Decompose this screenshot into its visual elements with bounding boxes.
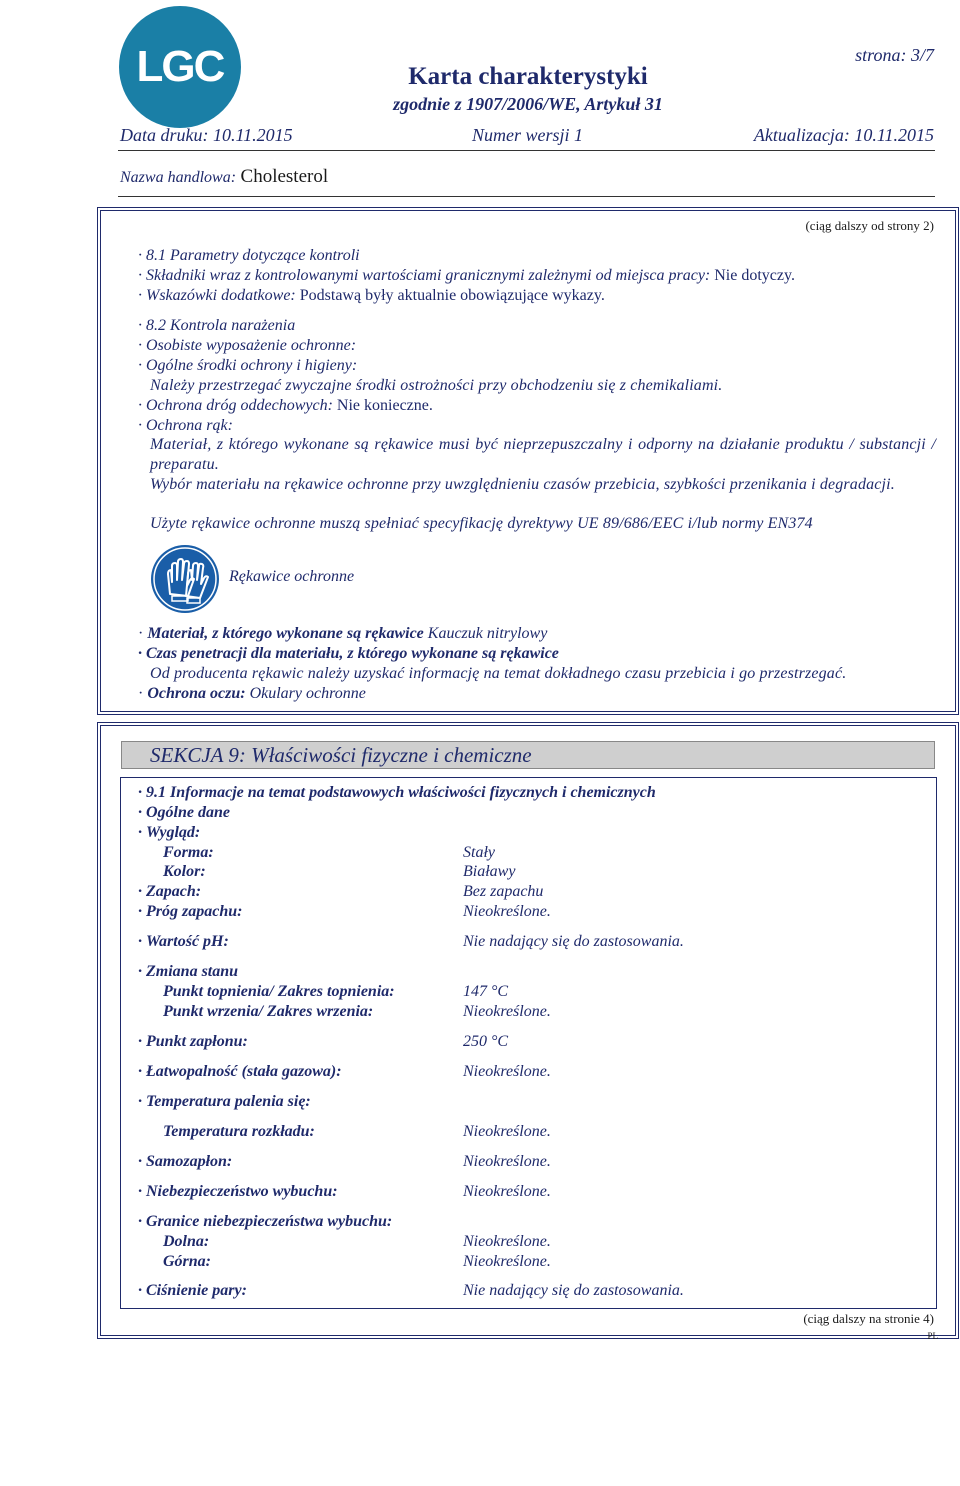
- hand-label: · Ochrona rąk:: [138, 417, 233, 434]
- boiling-label: Punkt wrzenia/ Zakres wrzenia:: [163, 1003, 374, 1020]
- ppe-label: · Osobiste wyposażenie ochronne:: [138, 337, 357, 354]
- components-line: · Składniki wraz z kontrolowanymi wartościami granicznymi zależnymi od miejsca pracy: Nie dotyczy.: [138, 267, 795, 284]
- trade-name: [120, 166, 328, 188]
- threshold-label: · Próg zapachu:: [138, 903, 243, 920]
- material-line: · Materiał, z którego wykonane są rękawice Kauczuk nitrylowy: [138, 625, 548, 642]
- explosion-value: Nieokreślone.: [463, 1183, 551, 1200]
- vapor-value: Nie nadający się do zastosowania.: [463, 1282, 684, 1299]
- melting-label: Punkt topnienia/ Zakres topnienia:: [163, 983, 395, 1000]
- s82-title: · 8.2 Kontrola narażenia: [138, 317, 296, 334]
- form-label: Forma:: [163, 844, 214, 861]
- boiling-value: Nieokreślone.: [463, 1003, 551, 1020]
- penetration-text: Od producenta rękawic należy uzyskać informację na temat dokładnego czasu przebicia i go przestrzegać.: [150, 665, 847, 682]
- ph-value: Nie nadający się do zastosowania.: [463, 933, 684, 950]
- resp-line: · Ochrona dróg oddechowych: Nie konieczne.: [138, 397, 433, 414]
- hand-text-1: Materiał, z którego wykonane są rękawice musi być nieprzepuszczalny i odporny na działanie produktu / substancji / preparatu.: [150, 436, 936, 473]
- flash-label: · Punkt zapłonu:: [138, 1033, 248, 1050]
- selfignition-value: Nieokreślone.: [463, 1153, 551, 1170]
- explosion-label: · Niebezpieczeństwo wybuchu:: [138, 1183, 338, 1200]
- flash-value: 250 °C: [463, 1033, 509, 1050]
- color-label: Kolor:: [163, 863, 206, 880]
- odor-value: Bez zapachu: [463, 883, 544, 900]
- melting-value: 147 °C: [463, 983, 509, 1000]
- state-label: · Zmiana stanu: [138, 963, 239, 980]
- hand-text-3: Użyte rękawice ochronne muszą spełniać specyfikację dyrektywy UE 89/686/EEC i/lub normy EN374: [150, 515, 813, 532]
- document-title: Karta charakterystyki: [408, 63, 648, 90]
- additional-line: · Wskazówki dodatkowe: Podstawą były aktualnie obowiązujące wykazy.: [138, 287, 605, 304]
- page-number: strona: 3/7: [855, 45, 934, 65]
- eye-line: · Ochrona oczu: Okulary ochronne: [138, 685, 366, 702]
- continued-to: (ciąg dalszy na stronie 4): [803, 1311, 934, 1326]
- form-value: Stały: [463, 844, 495, 861]
- lower-value: Nieokreślone.: [463, 1233, 551, 1250]
- glove-caption: Rękawice ochronne: [229, 568, 355, 585]
- selfignition-label: · Samozapłon:: [138, 1153, 233, 1170]
- trade-name-value: Cholesterol: [240, 166, 329, 187]
- logo-text: LGC: [136, 42, 224, 91]
- threshold-value: Nieokreślone.: [463, 903, 551, 920]
- flammability-value: Nieokreślone.: [463, 1063, 551, 1080]
- print-date: Data druku: 10.11.2015: [120, 125, 293, 145]
- document-subtitle: zgodnie z 1907/2006/WE, Artykuł 31: [393, 94, 663, 114]
- section-9-title: SEKCJA 9: Właściwości fizyczne i chemiczne: [150, 743, 532, 767]
- vapor-label: · Ciśnienie pary:: [138, 1282, 247, 1299]
- general-text: Należy przestrzegać zwyczajne środki ostrożności przy obchodzeniu się z chemikaliami.: [150, 377, 723, 394]
- section-9-header: [121, 741, 935, 769]
- ph-label: · Wartość pH:: [138, 933, 229, 950]
- upper-label: Górna:: [163, 1253, 212, 1270]
- ignition-label: · Temperatura palenia się:: [138, 1093, 311, 1110]
- s91-title: · 9.1 Informacje na temat podstawowych właściwości fizycznych i chemicznych: [138, 784, 656, 801]
- penetration-label: · Czas penetracji dla materiału, z którego wykonane są rękawice: [138, 645, 559, 662]
- limits-label: · Granice niebezpieczeństwa wybuchu:: [138, 1213, 393, 1230]
- continued-from: (ciąg dalszy od strony 2): [805, 218, 934, 233]
- appearance-label: · Wygląd:: [138, 824, 201, 841]
- update-date: Aktualizacja: 10.11.2015: [753, 125, 934, 145]
- header-rule: [118, 150, 935, 151]
- upper-value: Nieokreślone.: [463, 1253, 551, 1270]
- color-value: Białawy: [463, 863, 516, 880]
- s81-title: · 8.1 Parametry dotyczące kontroli: [138, 247, 360, 264]
- trade-name-label: Nazwa handlowa:: [120, 169, 237, 186]
- language-code: PL: [927, 1331, 938, 1341]
- lower-label: Dolna:: [163, 1233, 210, 1250]
- gloves-icon: [150, 544, 220, 614]
- tradename-rule: [118, 196, 935, 197]
- hand-text-2: Wybór materiału na rękawice ochronne przy uwzględnieniu czasów przebicia, szybkości przenikania i degradacji.: [150, 476, 895, 493]
- general-data: · Ogólne dane: [138, 804, 230, 821]
- decomposition-value: Nieokreślone.: [463, 1123, 551, 1140]
- flammability-label: · Łatwopalność (stała gazowa):: [138, 1063, 342, 1080]
- version-number: Numer wersji 1: [472, 125, 584, 145]
- odor-label: · Zapach:: [138, 883, 202, 900]
- decomposition-label: Temperatura rozkładu:: [163, 1123, 315, 1140]
- general-label: · Ogólne środki ochrony i higieny:: [138, 357, 358, 374]
